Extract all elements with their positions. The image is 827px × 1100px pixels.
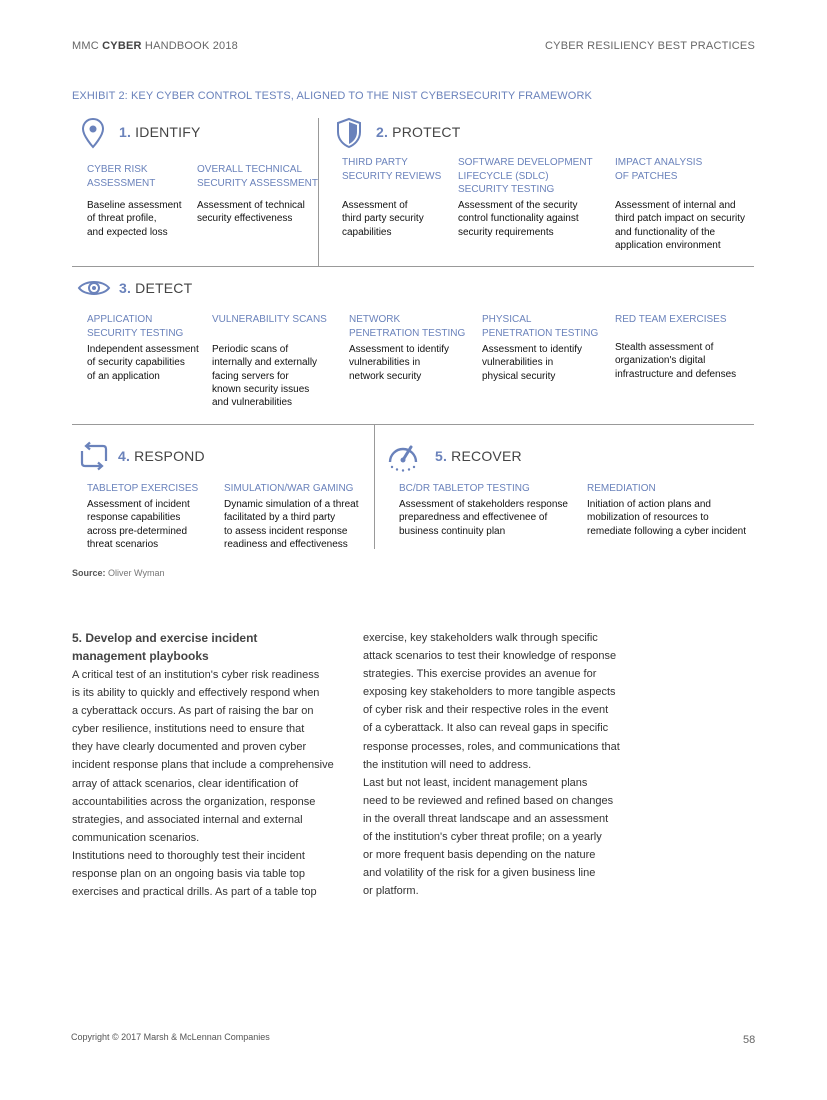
control-description: Assessment to identify vulnerabilities in physical security [482, 344, 583, 382]
copyright-notice: Copyright © 2017 Marsh & McLennan Companies [71, 1032, 270, 1042]
column-divider [374, 425, 375, 549]
section-title-respond: 4. RESPOND [118, 448, 205, 464]
gauge-icon [386, 438, 420, 472]
control-description: Assessment of the security control functionality against security requirements [458, 200, 579, 238]
exhibit-title: EXHIBIT 2: KEY CYBER CONTROL TESTS, ALIGNED TO THE NIST CYBERSECURITY FRAMEWORK [72, 90, 592, 102]
page-number: 58 [743, 1034, 756, 1046]
control-label: OVERALL TECHNICAL SECURITY ASSESSMENT [197, 164, 318, 189]
section-divider [72, 424, 754, 425]
running-header-left: MMC CYBER HANDBOOK 2018 [72, 40, 239, 52]
running-header-right: CYBER RESILIENCY BEST PRACTICES [545, 40, 755, 52]
control-description: Baseline assessment of threat profile, and expected loss [87, 200, 182, 238]
control-description: Assessment of third party security capabilities [342, 200, 424, 238]
section-title-protect: 2. PROTECT [376, 124, 461, 140]
column-divider [318, 118, 319, 266]
article-column-2: exercise, key stakeholders walk through specific attack scenarios to test their knowledge of response strategies. This exercise provides an avenue for exposing key stakeholders to more tangible aspects of cyber risk and their respective roles in the event of a cyberattack. It also can reveal gaps in specific response processes, roles, and communications that the institution will need to address. Last but not least, incident management plans need to be reviewed and refined based on changes in the overall threat landscape and an assessment of the institution's cyber threat profile; on a yearly or more frequent basis depending on the nature and volatility of the risk for a given business line or platform. [363, 632, 620, 898]
control-label: THIRD PARTY SECURITY REVIEWS [342, 157, 442, 182]
control-description: Assessment of stakeholders response preparedness and effectivenee of business continuity plan [399, 499, 568, 537]
control-label: TABLETOP EXERCISES [87, 483, 199, 494]
section-title-recover: 5. RECOVER [435, 448, 522, 464]
control-label: SIMULATION/WAR GAMING [224, 483, 354, 494]
control-label: SOFTWARE DEVELOPMENT LIFECYCLE (SDLC) SECURITY TESTING [458, 157, 593, 195]
control-label: RED TEAM EXERCISES [615, 314, 727, 325]
control-description: Assessment of technical security effectiveness [197, 200, 305, 225]
control-description: Periodic scans of internally and externally facing servers for known security issues and vulnerabilities [212, 344, 318, 409]
source-note: Source: Oliver Wyman [72, 568, 165, 578]
control-label: NETWORK PENETRATION TESTING [349, 314, 466, 339]
control-label: PHYSICAL PENETRATION TESTING [482, 314, 599, 339]
article-heading: 5. Develop and exercise incident management playbooks [72, 631, 258, 663]
control-description: Assessment to identify vulnerabilities in network security [349, 344, 450, 382]
control-label: APPLICATION SECURITY TESTING [87, 314, 184, 339]
control-label: REMEDIATION [587, 483, 656, 494]
control-description: Initiation of action plans and mobilization of resources to remediate following a cyber incident [587, 499, 746, 537]
control-description: Dynamic simulation of a threat facilitated by a third party to assess incident response readiness and effectiveness [224, 499, 359, 550]
control-description: Assessment of incident response capabilities across pre-determined threat scenarios [87, 499, 190, 550]
control-label: IMPACT ANALYSIS OF PATCHES [615, 157, 703, 182]
control-description: Assessment of internal and third patch impact on security and functionality of the application environment [615, 200, 746, 251]
eye-icon [77, 279, 111, 297]
control-label: CYBER RISK ASSESSMENT [87, 164, 156, 189]
control-description: Independent assessment of security capabilities of an application [87, 344, 199, 382]
shield-icon [336, 117, 362, 149]
control-label: BC/DR TABLETOP TESTING [399, 483, 530, 494]
refresh-icon [79, 441, 109, 471]
article-column-1: A critical test of an institution's cyber risk readiness is its ability to quickly and effectively respond when a cyberattack occurs. As part of raising the bar on cyber resilience, institutions need to ensure that they have clearly documented and proven cyber incident response plans that include a comprehensive array of attack scenarios, clear identification of accountabilities across the organization, response strategies, and associated internal and external communication scenarios. Institutions need to thoroughly test their incident response plan on an ongoing basis via table top exercises and practical drills. As part of a table top [72, 669, 334, 899]
section-title-detect: 3. DETECT [119, 280, 193, 296]
section-divider [72, 266, 754, 267]
section-title-identify: 1. IDENTIFY [119, 124, 201, 140]
control-description: Stealth assessment of organization's digital infrastructure and defenses [615, 342, 737, 380]
control-label: VULNERABILITY SCANS [212, 314, 327, 325]
location-pin-icon [81, 117, 105, 149]
